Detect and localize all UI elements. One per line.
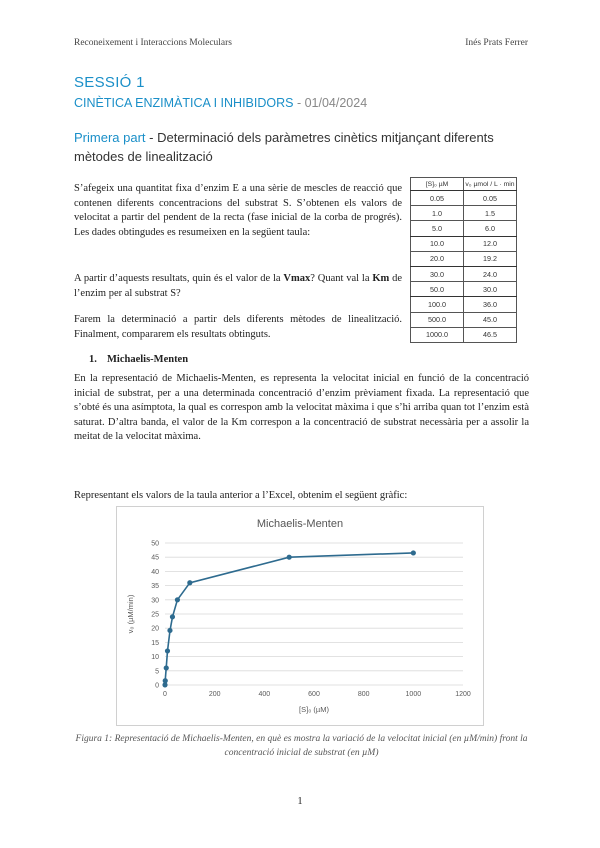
running-header-right: Inés Prats Ferrer	[465, 38, 528, 48]
x-tick-label: 400	[258, 691, 271, 698]
table-cell: 45.0	[464, 312, 517, 327]
y-tick-label: 15	[151, 639, 159, 647]
y-tick-label: 10	[151, 654, 159, 662]
table-row	[411, 206, 517, 221]
x-tick-label: 200	[208, 691, 221, 698]
table-cell: 50.0	[411, 282, 464, 297]
x-tick-label: 0	[163, 691, 167, 698]
x-tick-label: 1200	[455, 691, 471, 698]
data-table	[410, 177, 517, 343]
y-tick-label: 35	[151, 583, 159, 591]
table-header-row	[411, 178, 517, 191]
part-text: - Determinació dels paràmetres cinètics mitjançant diferents mètodes de linealització	[74, 130, 494, 164]
figure-caption: Figura 1: Representació de Michaelis-Menten, en què es mostra la variació de la velocitat inicial (en µM/min) front la concentració inicial de substrat (en µM)	[75, 734, 528, 758]
data-point	[287, 555, 292, 560]
x-tick-label: 600	[308, 691, 320, 698]
table-cell: 30.0	[464, 282, 517, 297]
y-tick-label: 30	[151, 597, 159, 605]
km-term: Km	[372, 273, 390, 284]
table-cell: 0.05	[411, 191, 464, 206]
section-title: Michaelis-Menten	[107, 354, 189, 365]
y-tick-label: 25	[151, 611, 159, 619]
table-cell: 1000.0	[411, 327, 464, 342]
subtitle-text: CINÈTICA ENZIMÀTICA I INHIBIDORS	[74, 96, 294, 110]
table-row	[411, 236, 517, 251]
session-subtitle	[74, 96, 367, 110]
question-c: de l’enzim per al substrat S?	[74, 273, 402, 299]
table-cell: 1.5	[464, 206, 517, 221]
michaelis-menten-chart	[116, 506, 484, 726]
y-tick-label: 5	[155, 668, 159, 676]
data-point	[164, 665, 169, 670]
y-tick-label: 20	[151, 625, 159, 633]
table-row	[411, 327, 517, 342]
table-cell: 500.0	[411, 312, 464, 327]
method-paragraph: Farem la determinació a partir dels diferents mètodes de linealització. Finalment, compararem els resultats obtinguts.	[74, 314, 402, 340]
part-highlight: Primera part	[74, 130, 146, 145]
data-point	[411, 550, 416, 555]
page-number: 1	[297, 796, 303, 807]
table-cell: 36.0	[464, 297, 517, 312]
table-cell: 100.0	[411, 297, 464, 312]
data-point	[163, 678, 168, 683]
table-row	[411, 191, 517, 206]
table-row	[411, 312, 517, 327]
table-cell: 10.0	[411, 236, 464, 251]
x-tick-label: 1000	[405, 691, 422, 698]
section-heading	[89, 354, 188, 365]
chart-svg	[117, 507, 483, 725]
intro-paragraph: S’afegeix una quantitat fixa d’enzim E a una sèrie de mescles de reacció que contenen diferents concentracions del substrat S. S’obtenen els valors de velocitat a partir del pendent de la recta (fase inicial de la corba de progrés). Les dades obtingudes es resumeixen en la següent taula:	[74, 183, 402, 238]
table-cell: 0.05	[464, 191, 517, 206]
y-tick-label: 45	[151, 554, 159, 562]
data-point	[175, 597, 180, 602]
question-a: A partir d’aquests resultats, quin és el valor de la	[74, 273, 284, 284]
data-point	[170, 614, 175, 619]
table-cell: 19.2	[464, 251, 517, 266]
series-line	[165, 553, 413, 685]
y-tick-label: 50	[151, 540, 159, 548]
table-header-cell: v₀ µmol / L · min	[464, 178, 517, 191]
session-title: SESSIÓ 1	[74, 74, 145, 91]
part-heading	[74, 128, 529, 166]
table-cell: 30.0	[411, 266, 464, 281]
y-tick-label: 40	[151, 568, 159, 576]
table-row	[411, 221, 517, 236]
table-row	[411, 251, 517, 266]
excel-paragraph: Representant els valors de la taula anterior a l’Excel, obtenim el següent gràfic:	[74, 490, 408, 501]
table-cell: 12.0	[464, 236, 517, 251]
table-header-cell: [S]₀ µM	[411, 178, 464, 191]
table-cell: 46.5	[464, 327, 517, 342]
mm-description: En la representació de Michaelis-Menten, es representa la velocitat inicial en funció de la concentració inicial de substrat, per a una determinada concentració d’enzim prèviament fixada. La representació que s’obté és una asímptota, la qual es correspon amb la velocitat màxima i que s’hi arriba quan tot l’enzim està saturat. D’altra banda, el valor de la Km correspon a la concentració de substrat necessària per a assolir la meitat de la velocitat màxima.	[74, 373, 529, 443]
x-axis-label: [S]₀ (µM)	[299, 705, 329, 714]
chart-title: Michaelis-Menten	[256, 518, 344, 530]
question-b: ? Quant val la	[310, 273, 373, 284]
vmax-term: Vmax	[283, 273, 311, 284]
question-paragraph	[74, 272, 402, 301]
table-cell: 6.0	[464, 221, 517, 236]
running-header-left: Reconeixement i Interaccions Moleculars	[74, 38, 233, 48]
table-cell: 24.0	[464, 266, 517, 281]
table-row	[411, 282, 517, 297]
section-number: 1.	[89, 354, 97, 365]
x-tick-label: 800	[357, 691, 370, 698]
data-point	[165, 648, 170, 653]
table-row	[411, 266, 517, 281]
session-date: - 01/04/2024	[293, 96, 368, 110]
table-cell: 1.0	[411, 206, 464, 221]
data-point	[167, 628, 172, 633]
data-point	[187, 580, 192, 585]
table-row	[411, 297, 517, 312]
table-cell: 20.0	[411, 251, 464, 266]
table-cell: 5.0	[411, 221, 464, 236]
y-axis-label: v₀ (µM/min)	[126, 594, 135, 634]
y-tick-label: 0	[155, 682, 159, 690]
